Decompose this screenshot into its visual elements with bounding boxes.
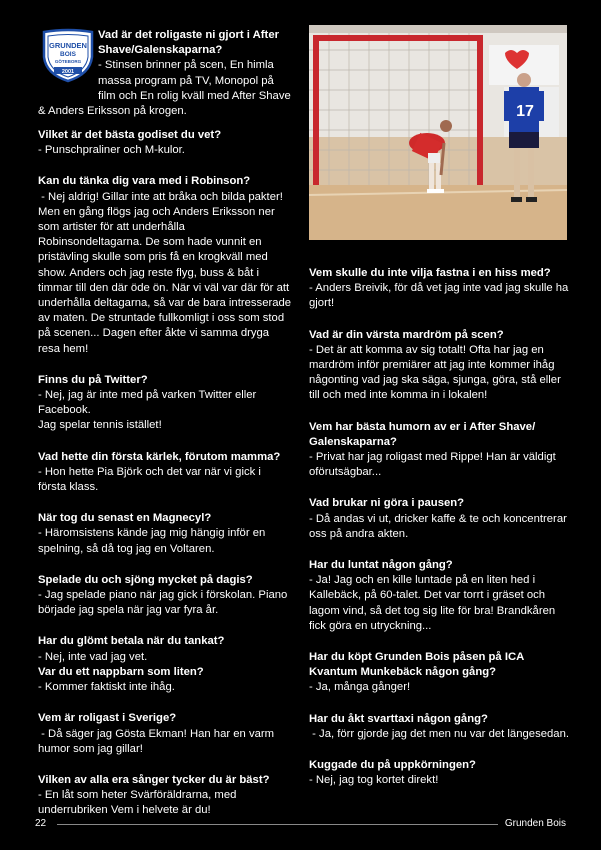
footer-divider [57, 824, 498, 825]
futsal-photo [309, 25, 567, 240]
answer: - En låt som heter Svärföräldrarna, med underrubriken Vem i helvete är du! [38, 789, 237, 817]
question: Kuggade du på uppkörningen? [309, 759, 476, 772]
question: Har du köpt Grunden Bois påsen på ICA Kvantum Munkebäck någon gång? [309, 651, 524, 679]
question: Vilken av alla era sånger tycker du är bäst? [38, 773, 270, 786]
answer: - Nej aldrig! Gillar inte att bråka och bilda pakter! Men en gång flögs jag och Anders Eriksson ner som artister för att underhålla Robinsondeltagarna. De som hade vunnit en pristävling skulle som pris få en krogkväll med show. Anders och jag reste flyg, buss & båt i timmar till den där öde ön. När vi väl var där för att underhålla deltagarna, så var de bara intresserade av maten. De struntade fullkomligt i oss som stod på scenen... Dagen efter åkte vi samma dryga resa hem! [38, 190, 295, 355]
left-column [38, 128, 295, 835]
intro-answer-line4: & Anders Eriksson på krogen. [38, 105, 187, 118]
question: Kan du tänka dig vara med i Robinson? [38, 175, 251, 188]
answer: - Ja! Jag och en kille luntade på en liten hed i Kallebäck, på 60-talet. Det var torrt i gräset och lagom vind, så det tog sig lite för bra! Brandkåren fick göra en utryckning... [309, 574, 556, 632]
qa-item [309, 758, 571, 788]
question: Vem är roligast i Sverige? [38, 712, 177, 725]
question: Vem skulle du inte vilja fastna i en hiss med? [309, 267, 551, 279]
qa-item [38, 373, 292, 434]
answer: - Jag spelade piano när jag gick i förskolan. Piano började jag spela när jag var fyra år. [38, 589, 288, 617]
qa-item [309, 558, 571, 634]
qa-item [309, 650, 571, 696]
jersey-number: 17 [516, 103, 534, 120]
answer-extra: - Kommer faktiskt inte ihåg. [38, 681, 175, 694]
qa-item [38, 128, 292, 158]
logo-city: GÖTEBORG [54, 59, 82, 64]
qa-item [309, 496, 571, 542]
qa-item [38, 450, 292, 496]
intro-question-line2: Shave/Galenskaparna? [98, 44, 223, 57]
qa-item [38, 773, 292, 819]
question: Har du luntat någon gång? [309, 559, 453, 572]
question: När tog du senast en Magnecyl? [38, 512, 212, 525]
answer: - Då andas vi ut, dricker kaffe & te och koncentrerar oss på andra akten. [309, 512, 567, 540]
answer: - Nej, jag tog kortet direkt! [309, 774, 439, 787]
question-extra: Var du ett nappbarn som liten? [38, 665, 204, 678]
intro-qa [38, 28, 300, 119]
question: Har du glömt betala när du tankat? [38, 635, 225, 648]
answer: - Då säger jag Gösta Ekman! Han har en varm humor som jag gillar! [38, 727, 278, 755]
answer: - Ja, förr gjorde jag det men nu var det längesedan. [309, 727, 569, 740]
answer: - Nej, jag är inte med på varken Twitter eller Facebook. [38, 389, 257, 417]
question: Vem har bästa humorn av er i After Shave/ Galenskaparna? [309, 420, 536, 448]
answer: - Häromsistens kände jag mig hängig inför en spelning, så då tog jag en Voltaren. [38, 527, 266, 555]
intro-answer-line3: film och En rolig kväll med After Shave [98, 89, 291, 102]
qa-item [309, 328, 571, 404]
answer: - Privat har jag roligast med Rippe! Han är väldigt oförutsägbar... [309, 451, 556, 479]
qa-item [309, 266, 571, 312]
logo-sub: BOIS [60, 51, 76, 58]
answer: - Hon hette Pia Björk och det var när vi gick i första klass. [38, 465, 261, 494]
qa-item [309, 712, 571, 742]
qa-item [38, 573, 292, 619]
right-column [309, 266, 571, 804]
page-footer [35, 816, 566, 832]
answer: - Nej, inte vad jag vet. [38, 650, 148, 663]
intro-answer-line1: - Stinsen brinner på scen, En himla [98, 59, 274, 72]
intro-answer-line2: massa program på TV, Monopol på [98, 74, 274, 87]
qa-item [309, 420, 571, 481]
question: Finns du på Twitter? [38, 373, 148, 386]
answer-extra: Jag spelar tennis istället! [38, 419, 162, 432]
qa-item [38, 174, 295, 356]
publication-name: Grunden Bois [504, 818, 566, 829]
question: Spelade du och sjöng mycket på dagis? [38, 573, 253, 586]
question: Har du åkt svarttaxi någon gång? [309, 712, 488, 725]
answer: - Ja, många gånger! [309, 681, 411, 694]
answer: - Anders Breivik, för då vet jag inte vad jag skulle ha gjort! [309, 282, 569, 310]
page-number: 22 [35, 818, 47, 829]
question: Vilket är det bästa godiset du vet? [38, 129, 222, 141]
answer: - Det är att komma av sig totalt! Ofta har jag en mardröm inför premiärer att jag inte kommer ihåg någonting vad jag ska säga, sjunga, göra, stå eller till och med inte komma in i lokalen! [309, 343, 561, 402]
question: Vad brukar ni göra i pausen? [309, 497, 465, 510]
logo-name: GRUNDEN [49, 41, 87, 50]
qa-item [38, 634, 292, 695]
qa-item [38, 511, 292, 557]
logo-year: 2001 [61, 69, 75, 75]
question: Vad hette din första kärlek, förutom mamma? [38, 450, 281, 463]
intro-question-line1: Vad är det roligaste ni gjort i After [98, 29, 279, 41]
question: Vad är din värsta mardröm på scen? [309, 328, 504, 341]
answer: - Punschpraliner och M-kulor. [38, 144, 185, 157]
qa-item [38, 711, 292, 757]
